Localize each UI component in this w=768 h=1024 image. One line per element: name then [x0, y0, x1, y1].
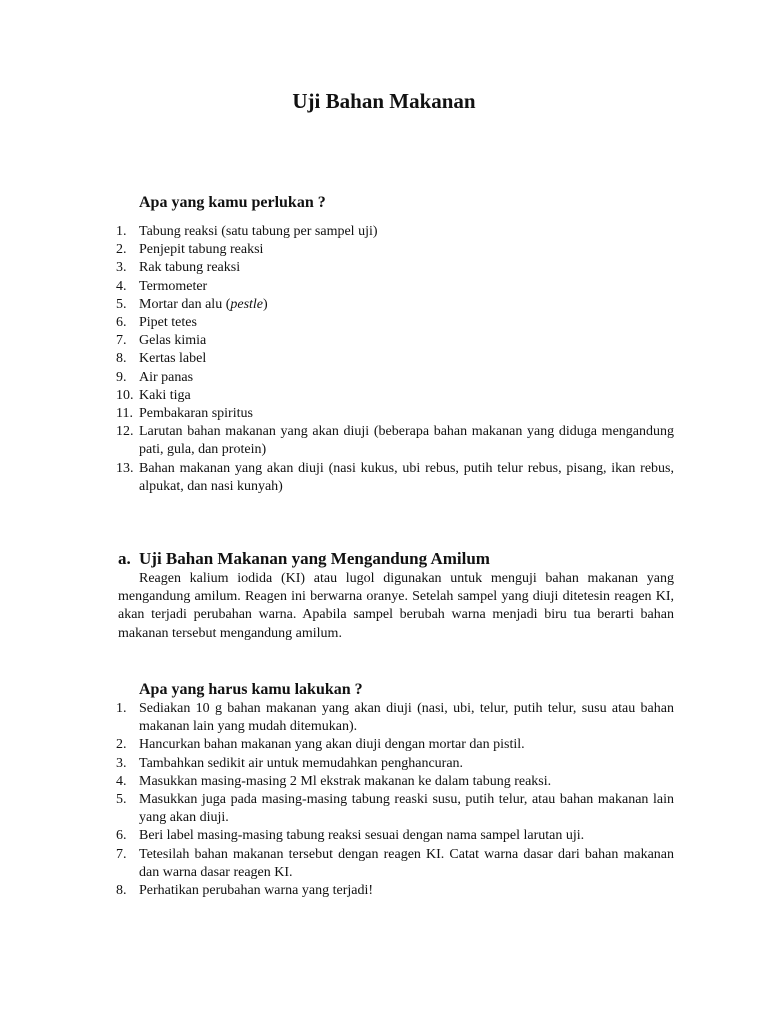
todo-list — [0, 700, 768, 900]
todo-list-item — [0, 773, 674, 791]
list-item-italic: pestle — [230, 296, 264, 312]
todo-list-item — [0, 846, 674, 882]
needs-list-item — [0, 241, 674, 259]
list-item-text: Rak tabung reaksi — [139, 260, 241, 276]
list-item-number: 10. — [116, 387, 134, 403]
list-item-number: 13. — [116, 460, 134, 476]
needs-list-item — [0, 296, 674, 314]
section-a-paragraph: Reagen kalium iodida (KI) atau lugol digunakan untuk menguji bahan makanan yang mengandung amilum. Reagen ini berwarna oranye. Setelah sampel yang diuji ditetesin reagen KI, akan terjadi perubahan warna. Apabila sampel berubah warna menjadi biru tua berarti bahan makanan tersebut mengandung amilum. — [118, 571, 674, 641]
list-item-text: Mortar dan alu ( — [139, 296, 231, 312]
list-item-text: Masukkan masing-masing 2 Ml ekstrak makanan ke dalam tabung reaksi. — [139, 773, 552, 789]
list-item-text: Beri label masing-masing tabung reaksi sesuai dengan nama sampel larutan uji. — [139, 828, 585, 844]
needs-list-item — [0, 387, 674, 405]
list-item-text: Tabung reaksi (satu tabung per sampel uji) — [139, 224, 378, 239]
list-item-text: Pembakaran spiritus — [139, 406, 253, 422]
needs-list-item — [0, 405, 674, 423]
list-item-number: 5. — [116, 296, 127, 312]
todo-list-item — [0, 827, 674, 845]
needs-list-item — [0, 460, 674, 496]
todo-list-item — [0, 736, 674, 754]
needs-list-item — [0, 423, 674, 459]
list-item-number: 9. — [116, 369, 127, 385]
list-item-text: Penjepit tabung reaksi — [139, 242, 264, 258]
list-item-number: 11. — [116, 406, 133, 422]
needs-list-item — [0, 314, 674, 332]
todo-heading: Apa yang harus kamu lakukan ? — [139, 681, 363, 698]
needs-list-item — [0, 278, 674, 296]
list-item-number: 6. — [116, 828, 127, 844]
needs-list — [0, 223, 768, 496]
needs-list-item — [0, 369, 674, 387]
list-item-number: 7. — [116, 333, 127, 349]
section-a-title: Uji Bahan Makanan yang Mengandung Amilum — [139, 549, 490, 568]
section-a-letter: a. — [118, 549, 131, 568]
list-item-text: Perhatikan perubahan warna yang terjadi! — [139, 883, 374, 899]
list-item-number: 2. — [116, 737, 127, 753]
page-title: Uji Bahan Makanan — [292, 89, 476, 113]
todo-list-item — [0, 755, 674, 773]
needs-list-item — [0, 332, 674, 350]
needs-list-item — [0, 223, 674, 241]
list-item-number: 12. — [116, 424, 134, 440]
needs-list-item — [0, 350, 674, 368]
list-item-number: 8. — [116, 883, 127, 899]
list-item-number: 5. — [116, 792, 127, 808]
list-item-number: 1. — [116, 701, 127, 716]
todo-list-item — [0, 882, 674, 900]
todo-list-item — [0, 700, 674, 736]
list-item-text: Masukkan juga pada masing-masing tabung reaski susu, putih telur, atau bahan makanan lain yang akan diuji. — [139, 792, 674, 826]
needs-list-item — [0, 259, 674, 277]
list-item-text: Kaki tiga — [139, 387, 191, 403]
list-item-number: 7. — [116, 846, 127, 862]
list-item-number: 3. — [116, 755, 127, 771]
list-item-text: Larutan bahan makanan yang akan diuji (beberapa bahan makanan yang diduga mengandung pati, gula, dan protein) — [139, 424, 674, 458]
todo-list-item — [0, 791, 674, 827]
list-item-text: Hancurkan bahan makanan yang akan diuji dengan mortar dan pistil. — [139, 737, 525, 753]
list-item-number: 3. — [116, 260, 127, 276]
list-item-text: Bahan makanan yang akan diuji (nasi kukus, ubi rebus, putih telur rebus, pisang, ikan rebus, alpukat, dan nasi kunyah) — [139, 460, 674, 494]
list-item-number: 4. — [116, 773, 127, 789]
list-item-text: Tambahkan sedikit air untuk memudahkan penghancuran. — [139, 755, 464, 771]
needs-heading: Apa yang kamu perlukan ? — [139, 194, 326, 211]
list-item-text: Pipet tetes — [139, 315, 197, 331]
list-item-number: 1. — [116, 224, 127, 239]
list-item-text: Tetesilah bahan makanan tersebut dengan reagen KI. Catat warna dasar dari bahan makanan dan warna dasar reagen KI. — [139, 846, 674, 880]
list-item-text: Air panas — [139, 369, 194, 385]
list-item-text-after: ) — [263, 296, 268, 312]
list-item-text: Kertas label — [139, 351, 207, 367]
list-item-number: 8. — [116, 351, 127, 367]
list-item-text: Gelas kimia — [139, 333, 207, 349]
list-item-number: 6. — [116, 315, 127, 331]
list-item-text: Sediakan 10 g bahan makanan yang akan diuji (nasi, ubi, telur, putih telur, susu atau bahan makanan lain yang mudah ditemukan). — [139, 701, 674, 735]
list-item-number: 2. — [116, 242, 127, 258]
section-a-heading — [118, 549, 490, 569]
list-item-number: 4. — [116, 278, 127, 294]
list-item-text: Termometer — [139, 278, 208, 294]
